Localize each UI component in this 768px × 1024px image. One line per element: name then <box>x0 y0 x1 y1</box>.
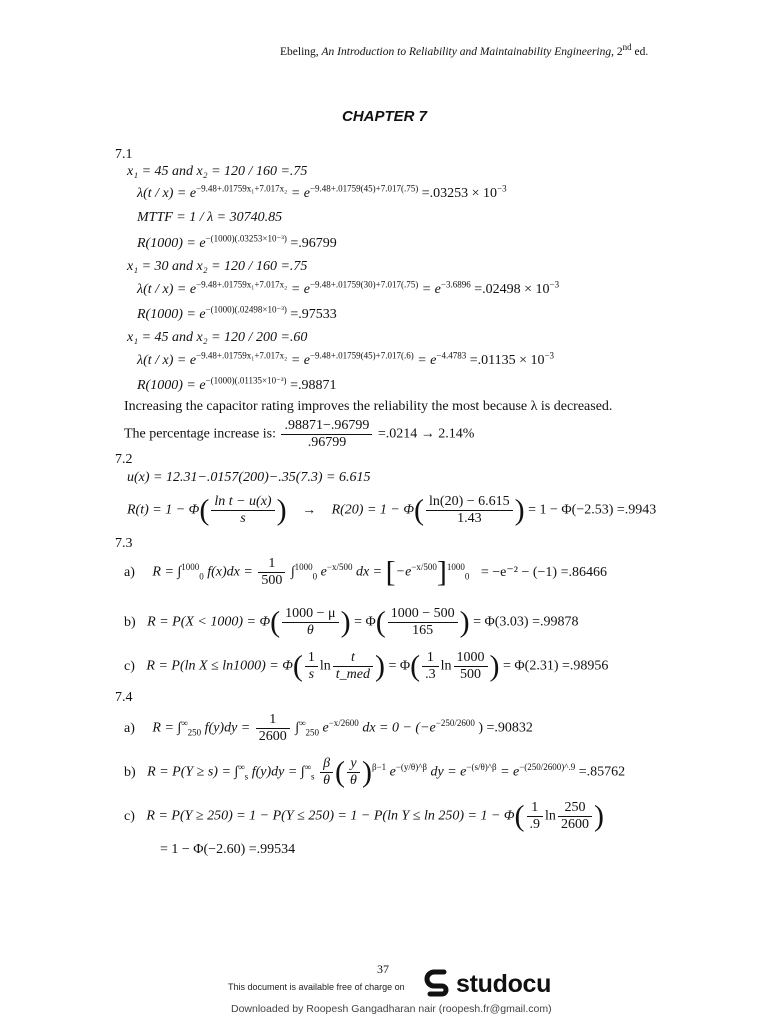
problem-7-4-number: 7.4 <box>115 690 133 705</box>
p74-part-c-result: = 1 − Φ(−2.60) =.99534 <box>160 842 296 857</box>
studocu-logo[interactable] <box>424 969 551 999</box>
chapter-title: CHAPTER 7 <box>342 108 428 125</box>
header-edition: , 2 <box>611 46 623 58</box>
problem-7-1-number: 7.1 <box>115 147 133 162</box>
p71-line-7: $R(1000) = e^{-(1000)(.02498\times 10^{-3})} =.97533$ <box>137 304 337 322</box>
running-header <box>280 42 649 58</box>
header-edition-post: ed. <box>631 46 649 58</box>
p71-line-9: $\lambda(t / x) = e^{-9.48+.01759x_1+7.017x_2} = e^{-9.48+.01759(45)+7.017(.6)} = e^{-4.4783} =.01135 \times 10^{-3}$ <box>137 350 555 368</box>
downloaded-by: Downloaded by Roopesh Gangadharan nair (roopesh.fr@gmail.com) <box>231 1003 552 1015</box>
p72-line-2: R(t) = 1 − Φ( $\frac{\text{ln t − u(x)}}{s}$ ) → R(20) = 1 − Φ( $\frac{\ln(20) - 6.615}{1.43}$ ) = 1 − Φ(−2.53) =.9943 <box>127 493 657 527</box>
p71-line-3: MTTF = 1 / λ = 30740.85 <box>137 210 283 225</box>
p72-line-1: u(x) = 12.31−.0157(200)−.35(7.3) = 6.615 <box>127 470 371 485</box>
p71-line-6: $\lambda(t / x) = e^{-9.48+.01759x_1+7.017x_2} = e^{-9.48+.01759(30)+7.017(.75)} = e^{-3.6896} =.02498 \times 10^{-3}$ <box>137 279 560 297</box>
p71-conclusion: Increasing the capacitor rating improves the reliability the most because λ is decreased. <box>124 399 613 414</box>
problem-7-2-number: 7.2 <box>115 452 133 467</box>
header-edition-sup: nd <box>622 42 632 53</box>
p73-part-b: b) R = P(X < 1000) = Φ( $\frac{1000 - \mu}{\theta}$ ) = Φ( $\frac{1000 - 500}{165}$ ) = Φ(3.03) =.99878 <box>124 605 579 639</box>
studocu-logo-icon <box>424 969 452 999</box>
studocu-logo-text: studocu <box>456 969 552 998</box>
p73-part-a: a) R = ∫$^{1000}_0$ f(x)dx = $\frac{1}{500}$ ∫$^{1000}_0$ $e^{-x/500}$ dx = $[-e^{-x/500}]^{1000}_0 = -e^{-2} - (-1) =.86466$ <box>124 555 607 589</box>
p74-part-c: c) R = P(Y ≥ 250) = 1 − P(Y ≤ 250) = 1 − P(ln Y ≤ ln 250) = 1 − Φ( $\frac{1}{.9}$ ln $\frac{250}{2600}$ ) <box>124 799 604 833</box>
p74-part-b: b) $R = P(Y \ge s) = \int^\infty_s$ $f(y)dy = \int^\infty_s$ $\frac{\beta}{\theta}$ ( $\frac{y}{\theta}$ )$^{\beta-1}$ $e^{-(y/\theta)\^{}\beta}$ dy = $e^{-(s/\theta)\^{}\beta} = e^{-(250/2600)\^{}.9} =.85762$ <box>124 755 626 789</box>
p71-line-10: $R(1000) = e^{-(1000)(.01135\times 10^{-3})} =.98871$ <box>137 375 337 393</box>
p71-line-4: $R(1000) = e^{-(1000)(.03253\times 10^{-3})} =.96799$ <box>137 233 337 251</box>
header-author: Ebeling, <box>280 46 319 58</box>
problem-7-3-number: 7.3 <box>115 536 133 551</box>
p71-percentage: The percentage increase is: $\frac{.98871-.96799}{.96799}$ =.0214 → 2.14% <box>124 418 475 450</box>
p74-part-a: a) $R = \int^\infty_{250}$ f(y)dy = $\frac{1}{2600}$ $\int^\infty_{250}$ $e^{-x/2600}$ dx = $0 - (-e^{-250/2600}$ ) =.90832 <box>124 712 533 744</box>
availability-note: This document is available free of charge on <box>228 982 405 992</box>
p71-line-8: x₁ = 45 and x₂ = 120 / 200 =.60 <box>127 330 308 345</box>
p71-line-2: $\lambda(t / x) = e^{-9.48+.01759x_1+7.017x_2} = e^{-9.48+.01759(45)+7.017(.75)} =.03253 \times 10^{-3}$ <box>137 183 507 201</box>
header-book-title: An Introduction to Reliability and Maintainability Engineering <box>321 46 612 58</box>
p71-line-5: x₁ = 30 and x₂ = 120 / 160 =.75 <box>127 259 308 274</box>
p71-line-1: x₁ = 45 and x₂ = 120 / 160 =.75 <box>127 164 308 179</box>
page-number: 37 <box>377 962 389 976</box>
p73-part-c: c) R = P(ln X ≤ ln1000) = Φ( $\frac{1}{s}$ ln $\frac{t}{\text{t\_med}}$ ) = Φ( $\frac{1}{.3}$ ln $\frac{1000}{500}$ ) = Φ(2.31) =.98956 <box>124 649 609 683</box>
